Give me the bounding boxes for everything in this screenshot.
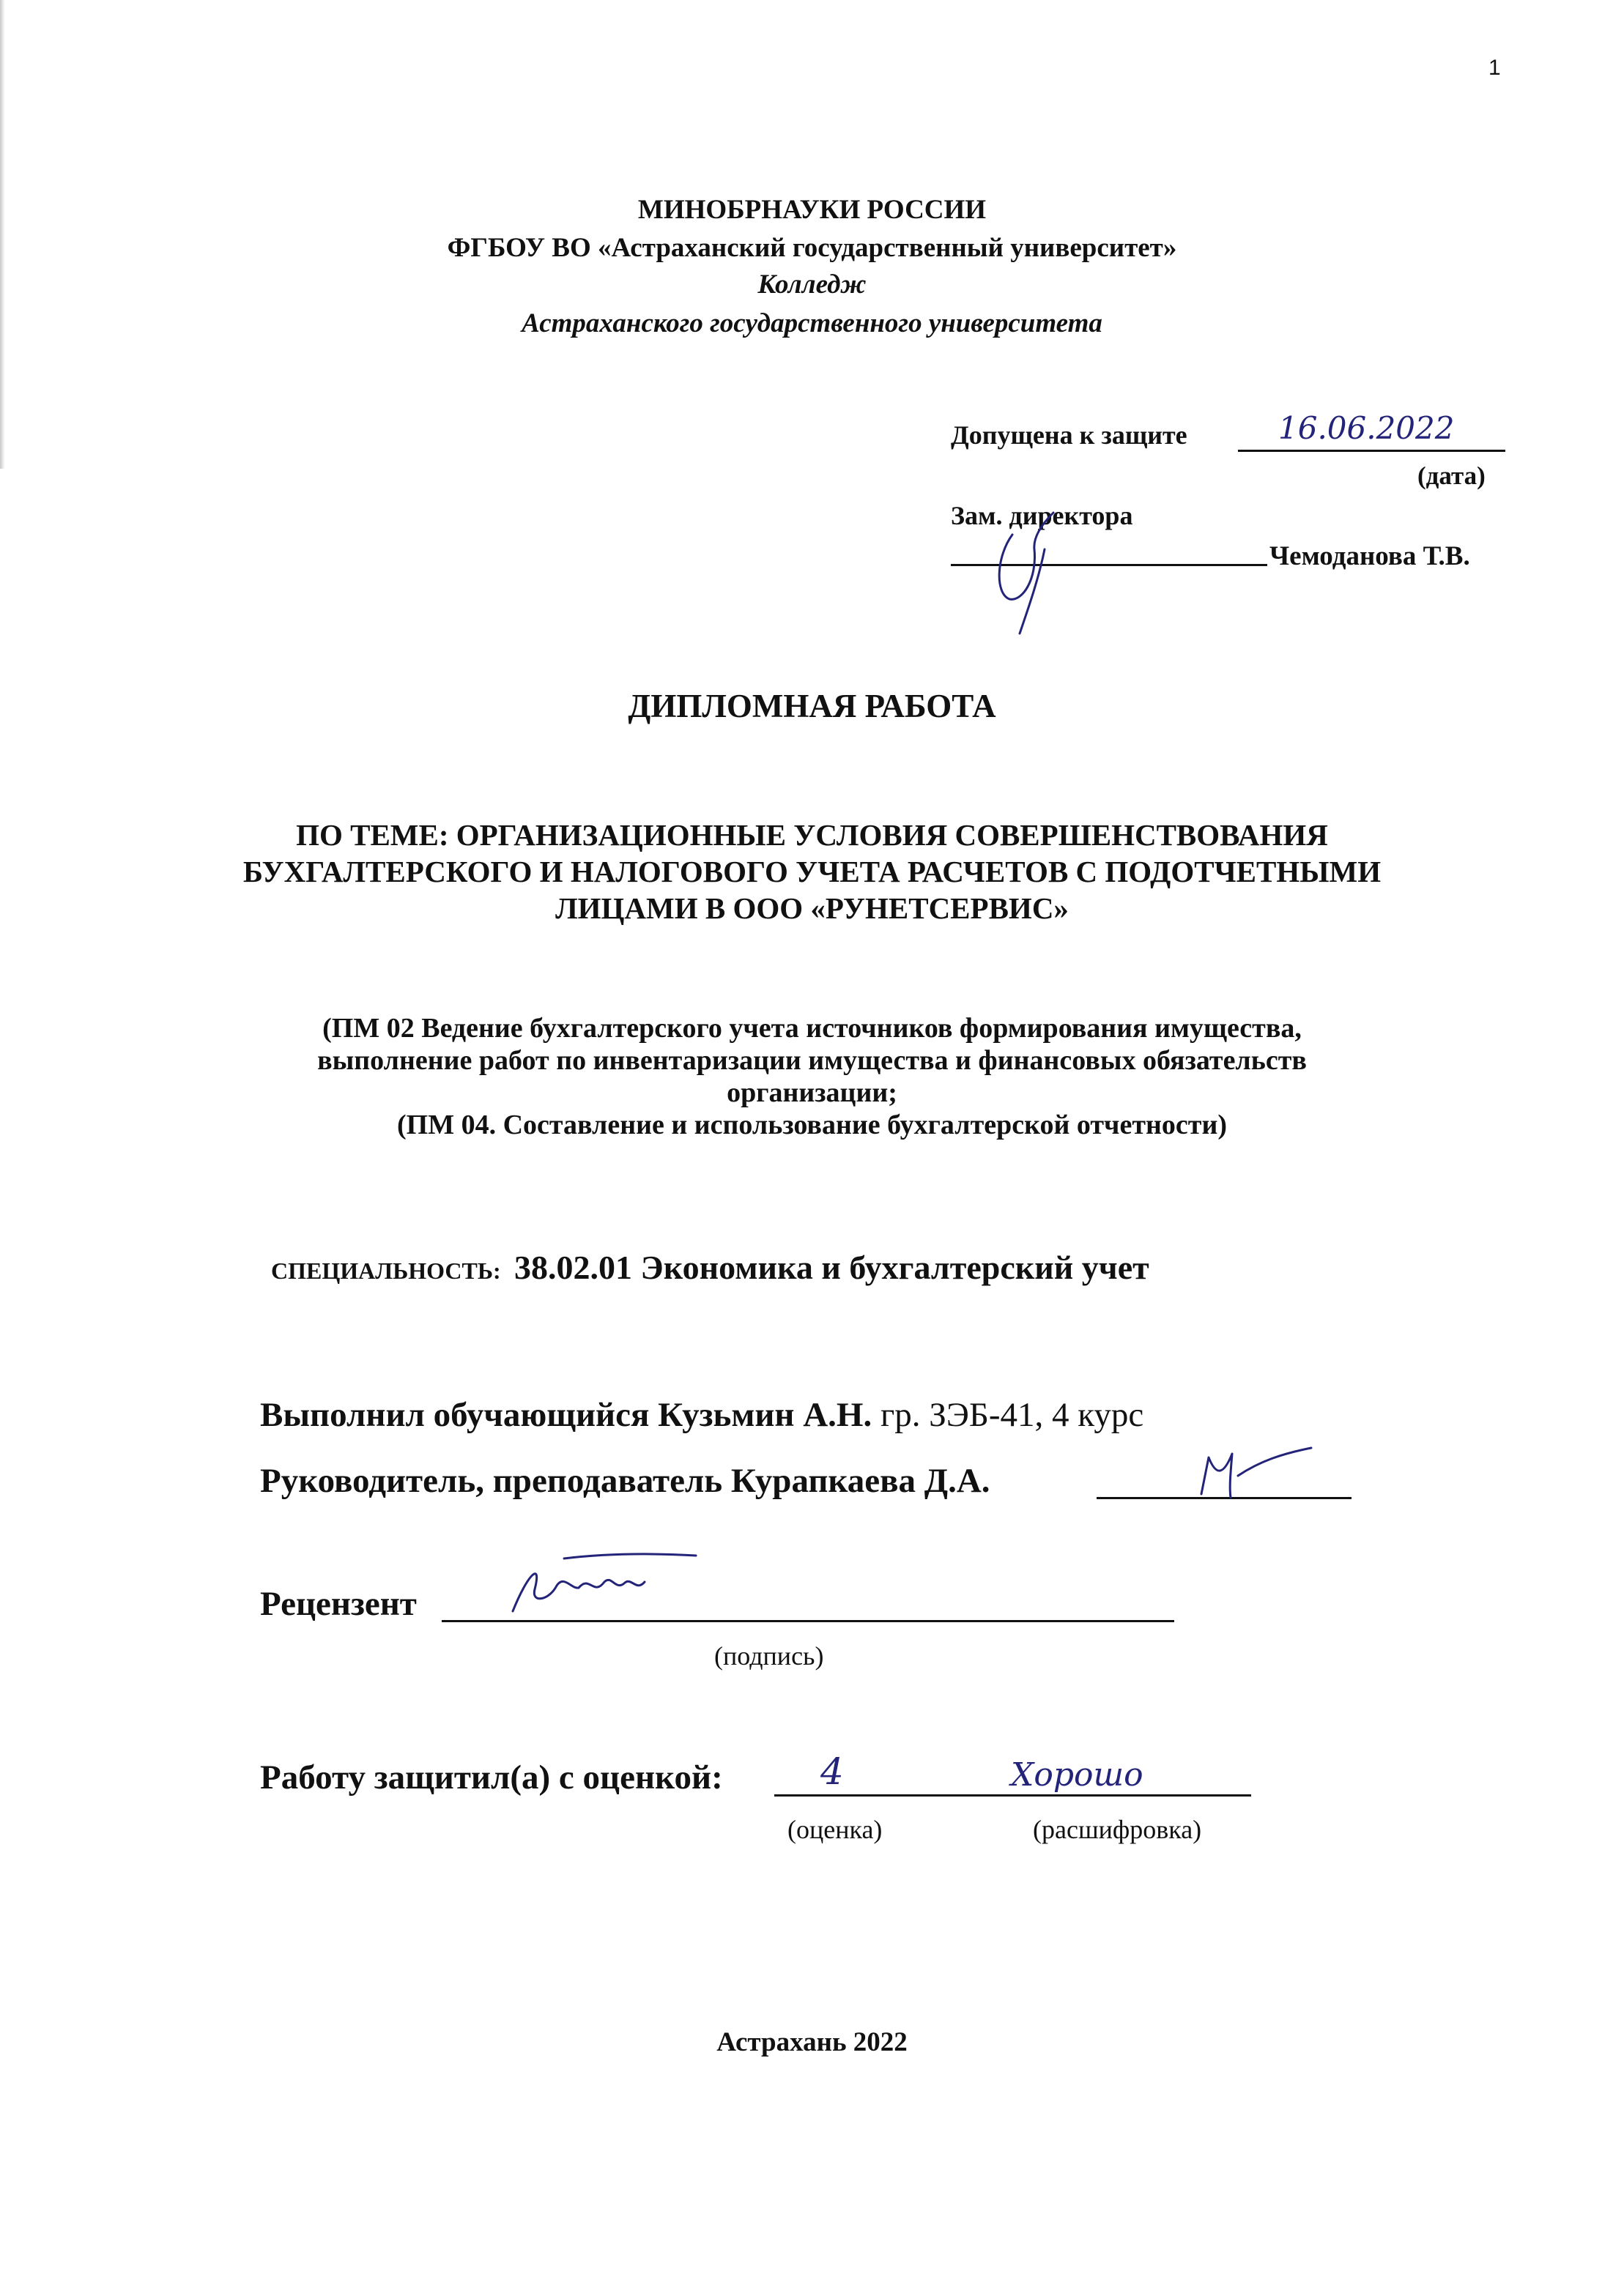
topic-line-2: БУХГАЛТЕРСКОГО И НАЛОГОВОГО УЧЕТА РАСЧЕТОВ С ПОДОТЧЕТНЫМИ bbox=[242, 855, 1382, 888]
specialty-value: 38.02.01 Экономика и бухгалтерский учет bbox=[514, 1249, 1149, 1286]
admitted-date-handwritten: 16.06.2022 bbox=[1278, 410, 1455, 446]
college-line: Колледж bbox=[757, 270, 867, 300]
module-line-3: организации; bbox=[727, 1077, 897, 1108]
module-line-1: (ПМ 02 Ведение бухгалтерского учета источников формирования имущества, bbox=[322, 1013, 1302, 1044]
college-of-line: Астраханского государственного университета bbox=[522, 308, 1102, 338]
admitted-date-line bbox=[1238, 450, 1505, 452]
specialty-label: СПЕЦИАЛЬНОСТЬ: bbox=[271, 1257, 501, 1284]
student-label: Выполнил обучающийся Кузьмин А.Н. bbox=[260, 1396, 872, 1434]
deputy-signature bbox=[974, 505, 1077, 637]
university-line: ФГБОУ ВО «Астраханский государственный университет» bbox=[447, 233, 1177, 263]
module-line-2: выполнение работ по инвентаризации имущества и финансовых обязательств bbox=[317, 1045, 1307, 1076]
grade-text-handwritten: Хорошо bbox=[1011, 1756, 1143, 1794]
topic-line-3: ЛИЦАМИ В ООО «РУНЕТСЕРВИС» bbox=[555, 891, 1069, 925]
reviewer-signature bbox=[498, 1545, 703, 1626]
city-year: Астрахань 2022 bbox=[716, 2027, 908, 2057]
document-title: ДИПЛОМНАЯ РАБОТА bbox=[628, 688, 996, 724]
module-line-4: (ПМ 04. Составление и использование бухгалтерской отчетности) bbox=[396, 1110, 1227, 1140]
deputy-name: Чемоданова Т.В. bbox=[1269, 541, 1470, 571]
grade-line bbox=[774, 1794, 1251, 1797]
grade-caption: (оценка) bbox=[787, 1815, 883, 1844]
topic-line-1: ПО ТЕМЕ: ОРГАНИЗАЦИОННЫЕ УСЛОВИЯ СОВЕРШЕНСТВОВАНИЯ bbox=[296, 818, 1328, 852]
decode-caption: (расшифровка) bbox=[1033, 1815, 1202, 1844]
page-number: 1 bbox=[1488, 56, 1501, 80]
deputy-label: Зам. директора bbox=[951, 501, 1133, 530]
supervisor-label: Руководитель, преподаватель Курапкаева Д.А. bbox=[260, 1462, 990, 1500]
grade-handwritten: 4 bbox=[820, 1750, 844, 1793]
defense-label: Работу защитил(а) с оценкой: bbox=[260, 1758, 723, 1797]
admitted-label: Допущена к защите bbox=[951, 420, 1187, 450]
ministry-line: МИНОБРНАУКИ РОССИИ bbox=[637, 195, 987, 225]
supervisor-signature bbox=[1187, 1432, 1319, 1505]
student-line bbox=[260, 1395, 1143, 1435]
date-caption: (дата) bbox=[1417, 461, 1486, 490]
student-group: гр. ЗЭБ-41, 4 курс bbox=[880, 1396, 1144, 1434]
reviewer-caption: (подпись) bbox=[714, 1641, 824, 1671]
reviewer-label: Рецензент bbox=[260, 1585, 417, 1623]
